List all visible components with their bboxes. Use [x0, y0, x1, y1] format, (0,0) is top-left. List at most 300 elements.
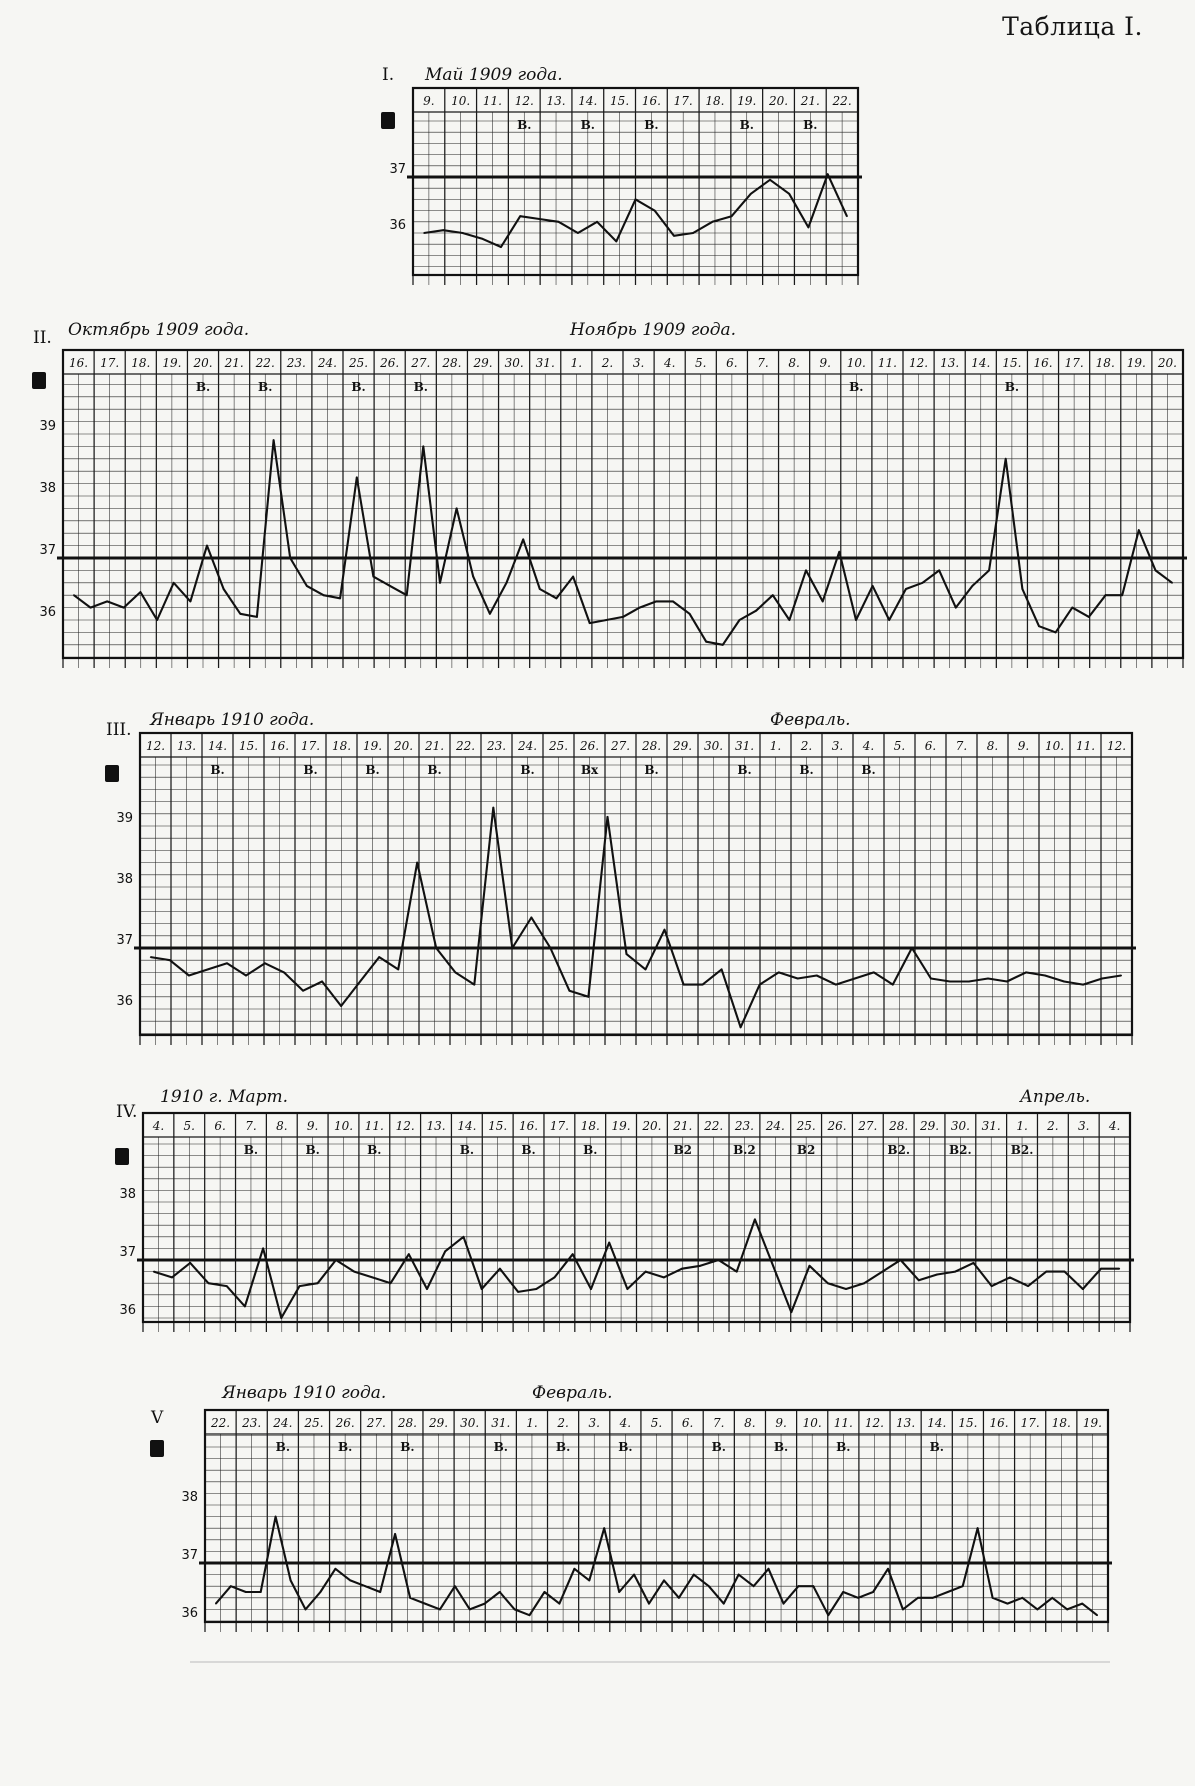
day-label: 13.	[546, 94, 566, 108]
bath-mark: B.	[351, 380, 366, 394]
temperature-point	[947, 1591, 949, 1593]
temperature-point	[809, 1265, 811, 1267]
bath-mark: B.	[303, 763, 318, 777]
temperature-point	[1009, 1277, 1011, 1279]
temperature-point	[544, 1591, 546, 1593]
temperature-point	[1101, 978, 1103, 980]
temperature-point	[816, 975, 818, 977]
day-label: 12.	[864, 1416, 885, 1430]
temperature-point	[372, 1277, 374, 1279]
temperature-point	[340, 1005, 342, 1007]
y-tick-label: 37	[116, 933, 133, 948]
temperature-point	[988, 570, 990, 572]
bath-mark: B.	[644, 763, 659, 777]
day-label: 27.	[411, 356, 431, 370]
day-label: 21.	[424, 739, 445, 753]
day-label: 20.	[1157, 356, 1177, 370]
temperature-point	[397, 969, 399, 971]
month-annotation: 1910 г. Март.	[160, 1087, 289, 1107]
temperature-point	[442, 229, 444, 231]
day-label: 26.	[335, 1416, 355, 1430]
temperature-point	[150, 956, 152, 958]
day-label: 11.	[1075, 739, 1096, 753]
temperature-point	[299, 1285, 301, 1287]
day-label: 7.	[757, 356, 769, 370]
bath-mark: B.	[365, 763, 380, 777]
day-label: 15.	[238, 739, 259, 753]
bath-mark: B.	[799, 763, 814, 777]
temperature-point	[654, 210, 656, 212]
temperature-point	[409, 1597, 411, 1599]
day-label: 11.	[482, 94, 503, 108]
temperature-point	[681, 1268, 683, 1270]
day-label: 31.	[734, 739, 755, 753]
temperature-point	[857, 1597, 859, 1599]
day-label: 27.	[610, 739, 631, 753]
day-label: 18.	[1051, 1416, 1071, 1430]
bath-mark: B.	[739, 118, 754, 132]
day-label: 20.	[642, 1119, 662, 1133]
temperature-point	[635, 199, 637, 201]
day-label: 1.	[570, 356, 583, 370]
day-label: 18.	[580, 1119, 600, 1133]
temperature-point	[693, 1574, 695, 1576]
temperature-point	[722, 644, 724, 646]
bath-mark: B.	[459, 1143, 475, 1157]
temperature-point	[1096, 1614, 1098, 1616]
temperature-point	[283, 972, 285, 974]
day-label: 10.	[846, 356, 866, 370]
temperature-point	[335, 1259, 337, 1261]
chart-III	[105, 710, 1136, 1045]
bath-mark: B.	[1004, 380, 1020, 394]
temperature-point	[838, 551, 840, 553]
bath-mark: B.	[803, 118, 818, 132]
bath-mark: B.	[618, 1440, 633, 1454]
temperature-point	[378, 956, 380, 958]
temperature-point	[949, 981, 951, 983]
ink-blot	[115, 1148, 129, 1165]
temperature-point	[736, 1271, 738, 1273]
day-label: 17.	[100, 356, 120, 370]
day-label: 19.	[162, 356, 182, 370]
temperature-point	[590, 1288, 592, 1290]
month-annotation: Февраль.	[532, 1383, 613, 1403]
temperature-point	[73, 594, 75, 596]
y-tick-label: 38	[181, 1490, 198, 1505]
temperature-point	[618, 1591, 620, 1593]
day-label: 6.	[681, 1416, 694, 1430]
temperature-point	[215, 1603, 217, 1605]
day-label: 2.	[601, 356, 614, 370]
temperature-point	[855, 619, 857, 621]
day-label: 1.	[1016, 1119, 1028, 1133]
temperature-point	[349, 1580, 351, 1582]
temperature-point	[463, 1236, 465, 1238]
y-tick-label: 37	[389, 162, 406, 177]
day-label: 23.	[734, 1119, 754, 1133]
temperature-point	[827, 1282, 829, 1284]
day-label: 16.	[641, 94, 661, 108]
temperature-point	[790, 1311, 792, 1313]
month-annotation: Февраль.	[770, 710, 851, 730]
day-label: 1.	[526, 1416, 538, 1430]
temperature-point	[1025, 972, 1027, 974]
temperature-point	[699, 1265, 701, 1267]
temperature-point	[954, 1271, 956, 1273]
temperature-point	[273, 439, 275, 441]
temperature-point	[356, 477, 358, 479]
temperature-point	[320, 1591, 322, 1593]
y-tick-label: 37	[39, 543, 56, 558]
day-label: 17.	[673, 94, 693, 108]
temperature-point	[789, 619, 791, 621]
day-label: 3.	[632, 356, 645, 370]
temperature-point	[364, 1585, 366, 1587]
temperature-point	[750, 193, 752, 195]
day-label: 23.	[486, 739, 507, 753]
day-label: 22.	[704, 1119, 724, 1133]
day-label: 10.	[1044, 739, 1065, 753]
temperature-point	[574, 1568, 576, 1570]
bath-mark: B.	[243, 1143, 259, 1157]
ink-blot	[381, 112, 395, 129]
temperature-point	[603, 1527, 605, 1529]
temperature-point	[339, 597, 341, 599]
day-label: 4.	[862, 739, 875, 753]
temperature-point	[639, 607, 641, 609]
y-tick-label: 37	[181, 1548, 198, 1563]
day-label: 31.	[535, 356, 555, 370]
bath-mark: B.	[580, 118, 595, 132]
temperature-point	[664, 929, 666, 931]
bath-mark: B.	[210, 763, 225, 777]
day-label: 14.	[971, 356, 991, 370]
temperature-point	[390, 1282, 392, 1284]
temperature-point	[718, 1259, 720, 1261]
temperature-point	[1100, 1268, 1102, 1270]
day-label: 17.	[1020, 1416, 1040, 1430]
bath-mark: B.	[337, 1440, 353, 1454]
temperature-point	[882, 1271, 884, 1273]
bath-mark: B.	[427, 763, 442, 777]
temperature-point	[808, 227, 810, 229]
temperature-point	[169, 959, 171, 961]
temperature-point	[245, 975, 247, 977]
day-label: 9.	[819, 356, 831, 370]
chart-grid	[63, 350, 1183, 668]
day-label: 19.	[1082, 1416, 1102, 1430]
day-label: 8.	[986, 739, 999, 753]
panel-label: V	[151, 1408, 164, 1428]
day-label: 6.	[214, 1119, 226, 1133]
temperature-point	[827, 1614, 829, 1616]
day-label: 18.	[131, 356, 151, 370]
temperature-point	[394, 1533, 396, 1535]
day-label: 25.	[548, 739, 569, 753]
day-label: 11.	[877, 356, 897, 370]
temperature-point	[672, 601, 674, 603]
temperature-point	[189, 1262, 191, 1264]
temperature-point	[190, 601, 192, 603]
day-label: 13.	[896, 1416, 916, 1430]
day-label: 16.	[269, 739, 290, 753]
temperature-point	[290, 1580, 292, 1582]
bath-mark: B.	[413, 380, 428, 394]
temperature-point	[245, 1591, 247, 1593]
bath-mark: B.	[861, 763, 876, 777]
bath-mark: B.	[493, 1440, 508, 1454]
temperature-point	[275, 1516, 277, 1518]
day-label: 15.	[488, 1119, 508, 1133]
temperature-point	[353, 1271, 355, 1273]
bath-mark: B2.	[949, 1143, 972, 1157]
day-label: 25.	[304, 1416, 324, 1430]
temperature-point	[1082, 984, 1084, 986]
temperature-point	[1022, 1597, 1024, 1599]
temperature-point	[769, 179, 771, 181]
day-label: 10.	[451, 94, 471, 108]
bath-mark: B.	[836, 1440, 851, 1454]
temperature-point	[481, 238, 483, 240]
day-label: 6.	[726, 356, 738, 370]
day-label: 12.	[145, 739, 166, 753]
day-label: 26.	[579, 739, 600, 753]
day-label: 27.	[858, 1119, 878, 1133]
day-label: 16.	[69, 356, 89, 370]
day-label: 14.	[927, 1416, 947, 1430]
temperature-point	[1027, 1285, 1029, 1287]
day-label: 5.	[893, 739, 906, 753]
temperature-point	[627, 1288, 629, 1290]
month-annotation: Май 1909 года.	[425, 65, 563, 85]
temperature-point	[262, 1248, 264, 1250]
day-label: 23.	[286, 356, 306, 370]
temperature-point	[1064, 1271, 1066, 1273]
day-label: 31.	[491, 1416, 511, 1430]
day-label: 6.	[924, 739, 937, 753]
day-label: 20.	[193, 356, 213, 370]
temperature-point	[499, 1591, 501, 1593]
y-tick-label: 36	[39, 605, 56, 620]
temperature-point	[842, 1591, 844, 1593]
temperature-point	[731, 215, 733, 217]
day-label: 14.	[578, 94, 598, 108]
temperature-point	[522, 539, 524, 541]
day-label: 28.	[397, 1416, 417, 1430]
temperature-point	[753, 1585, 755, 1587]
temperature-point	[992, 1597, 994, 1599]
temperature-point	[930, 978, 932, 980]
temperature-point	[863, 1282, 865, 1284]
temperature-point	[226, 962, 228, 964]
chart-IV	[115, 1087, 1134, 1332]
day-label: 9.	[775, 1416, 787, 1430]
temperature-point	[1082, 1288, 1084, 1290]
temperature-point	[511, 947, 513, 949]
day-label: 19.	[1126, 356, 1146, 370]
temperature-point	[955, 607, 957, 609]
bath-mark: B.	[520, 763, 535, 777]
bath-mark: B.	[773, 1440, 789, 1454]
temperature-point	[517, 1291, 519, 1293]
day-label: 12.	[514, 94, 534, 108]
temperature-point	[456, 508, 458, 510]
temperature-point	[577, 232, 579, 234]
day-label: 5.	[650, 1416, 663, 1430]
temperature-point	[905, 588, 907, 590]
temperature-point	[1005, 458, 1007, 460]
day-label: 21.	[800, 94, 820, 108]
bath-mark: B.	[555, 1440, 571, 1454]
temperature-point	[469, 1609, 471, 1611]
temperature-point	[872, 1591, 874, 1593]
day-label: 15.	[610, 94, 630, 108]
bath-mark: B.	[275, 1440, 291, 1454]
y-tick-label: 36	[389, 218, 406, 233]
day-label: 13.	[176, 739, 197, 753]
temperature-point	[359, 981, 361, 983]
temperature-point	[918, 1279, 920, 1281]
temperature-point	[379, 1591, 381, 1593]
temperature-point	[514, 1609, 516, 1611]
day-label: 18.	[331, 739, 352, 753]
chart-I	[381, 65, 862, 285]
temperature-point	[845, 1288, 847, 1290]
day-label: 8.	[276, 1119, 288, 1133]
y-tick-label: 36	[116, 994, 133, 1009]
temperature-point	[444, 1250, 446, 1252]
day-label: 4.	[152, 1119, 165, 1133]
day-label: 2.	[1047, 1119, 1059, 1133]
bath-mark: B.	[711, 1440, 726, 1454]
temperature-point	[422, 446, 424, 448]
temperature-point	[239, 613, 241, 615]
temperature-point	[846, 215, 848, 217]
day-label: 19.	[611, 1119, 631, 1133]
bath-mark: B2	[796, 1143, 816, 1157]
temperature-point	[740, 1026, 742, 1028]
temperature-point	[1071, 607, 1073, 609]
temperature-point	[991, 1285, 993, 1287]
temperature-point	[705, 641, 707, 643]
day-label: 17.	[300, 739, 321, 753]
temperature-point	[755, 610, 757, 612]
day-label: 26.	[380, 356, 400, 370]
temperature-point	[321, 981, 323, 983]
month-annotation: Январь 1910 года.	[150, 710, 315, 730]
temperature-point	[987, 978, 989, 980]
temperature-point	[932, 1597, 934, 1599]
temperature-point	[140, 591, 142, 593]
temperature-point	[473, 984, 475, 986]
temperature-point	[1037, 1609, 1039, 1611]
temperature-point	[607, 816, 609, 818]
y-tick-label: 36	[119, 1303, 136, 1318]
temperature-point	[655, 601, 657, 603]
day-label: 19.	[737, 94, 757, 108]
temperature-point	[589, 622, 591, 624]
temperature-point	[588, 1580, 590, 1582]
temperature-point	[835, 984, 837, 986]
temperature-point	[223, 588, 225, 590]
temperature-point	[633, 1574, 635, 1576]
day-label: 20.	[768, 94, 789, 108]
temperature-point	[854, 978, 856, 980]
temperature-point	[1155, 570, 1157, 572]
temperature-point	[1044, 975, 1046, 977]
temperature-point	[529, 1614, 531, 1616]
y-tick-label: 38	[119, 1187, 136, 1202]
day-label: 30.	[703, 739, 724, 753]
temperature-point	[1138, 529, 1140, 531]
temperature-point	[439, 582, 441, 584]
day-label: 25.	[796, 1119, 816, 1133]
day-label: 8.	[744, 1416, 756, 1430]
day-label: 28.	[889, 1119, 909, 1133]
temperature-point	[754, 1219, 756, 1221]
temperature-point	[554, 1277, 556, 1279]
day-label: 12.	[1106, 739, 1127, 753]
temperature-point	[123, 607, 125, 609]
temperature-point	[972, 585, 974, 587]
temperature-point	[489, 613, 491, 615]
temperature-point	[739, 619, 741, 621]
day-label: 29.	[428, 1416, 449, 1430]
day-label: 23.	[242, 1416, 262, 1430]
bath-mark: B.	[400, 1440, 415, 1454]
chart-grid	[140, 733, 1132, 1045]
day-label: 7.	[713, 1416, 725, 1430]
day-label: 24.	[517, 739, 538, 753]
day-label: 17.	[1064, 356, 1084, 370]
temperature-point	[1121, 594, 1123, 596]
temperature-point	[454, 972, 456, 974]
temperature-point	[454, 1585, 456, 1587]
bath-mark: B2.	[1010, 1143, 1034, 1157]
day-label: 13.	[940, 356, 960, 370]
temperature-point	[306, 585, 308, 587]
temperature-point	[572, 576, 574, 578]
temperature-point	[1088, 616, 1090, 618]
temperature-point	[207, 969, 209, 971]
temperature-point	[1045, 1271, 1047, 1273]
panel-label: I.	[382, 65, 395, 85]
temperature-point	[608, 1242, 610, 1244]
temperature-point	[280, 1317, 282, 1319]
month-annotation: Январь 1910 года.	[222, 1383, 387, 1403]
temperature-point	[772, 1265, 774, 1267]
temperature-point	[264, 962, 266, 964]
temperature-point	[887, 1568, 889, 1570]
temperature-point	[559, 1603, 561, 1605]
temperature-point	[977, 1527, 979, 1529]
temperature-point	[531, 917, 533, 919]
day-label: 15.	[1002, 356, 1022, 370]
temperature-point	[317, 1282, 319, 1284]
temperature-point	[156, 619, 158, 621]
bath-mark: B.	[849, 380, 864, 394]
day-label: 12.	[909, 356, 929, 370]
temperature-point	[872, 585, 874, 587]
day-label: 5.	[183, 1119, 195, 1133]
day-label: 11.	[833, 1416, 853, 1430]
ink-blot	[32, 372, 46, 389]
temperature-point	[335, 1568, 337, 1570]
bath-mark: B.2	[733, 1143, 756, 1157]
day-label: 3.	[588, 1416, 600, 1430]
day-label: 26.	[827, 1119, 847, 1133]
